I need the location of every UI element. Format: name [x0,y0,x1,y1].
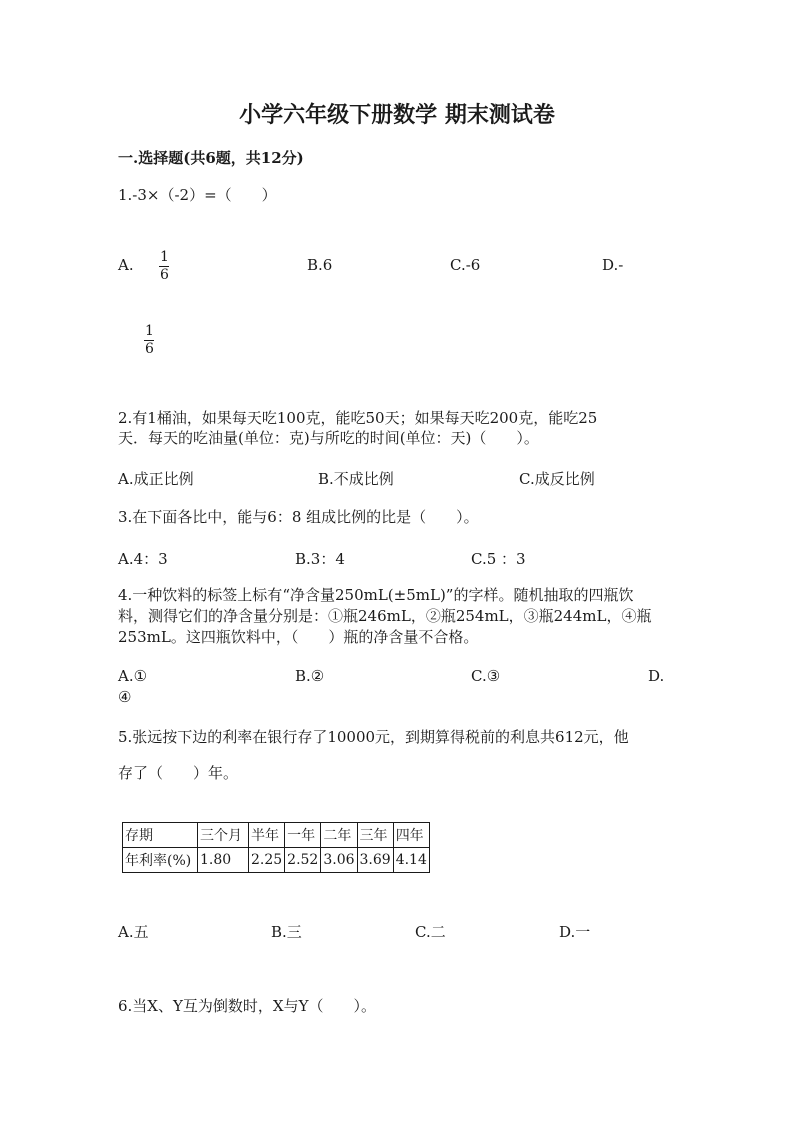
fraction-numerator: 1 [145,323,154,339]
q2-option-b: B.不成比例 [318,470,394,488]
table-cell: 三年 [357,823,393,848]
q4-stem-line3: 253mL。这四瓶饮料中，（ ）瓶的净含量不合格。 [118,628,479,646]
table-cell: 存期 [123,823,198,848]
table-cell: 四年 [393,823,429,848]
fraction-denominator: 6 [160,267,169,283]
table-cell: 一年 [285,823,321,848]
table-cell: 1.80 [198,848,249,873]
q2-option-c: C.成反比例 [519,470,595,488]
fraction-numerator: 1 [160,249,169,265]
fraction-denominator: 6 [145,341,154,357]
table-cell: 年利率(%) [123,848,198,873]
table-cell: 2.25 [249,848,285,873]
q4-option-d-label: D. [648,667,665,685]
interest-rate-table [122,822,430,873]
q5-option-a: A.五 [118,923,149,941]
q3-option-a: A.4：3 [118,550,168,568]
q4-option-d-value: ④ [118,688,132,706]
q6-stem: 6.当X、Y互为倒数时，X与Y（ ）。 [118,997,376,1015]
q1-option-b: B.6 [307,256,333,274]
q2-stem-line2: 天．每天的吃油量(单位：克)与所吃的时间(单位：天)（ ）。 [118,429,539,447]
table-cell: 半年 [249,823,285,848]
table-cell: 3.06 [321,848,357,873]
q4-option-a: A.① [118,667,148,685]
q5-option-c: C.二 [415,923,446,941]
table-cell: 二年 [321,823,357,848]
q1-option-d-label: D.- [602,256,624,274]
q1-option-c: C.-6 [450,256,481,274]
q5-option-d: D.一 [559,923,591,941]
q5-stem-line2: 存了（ ）年。 [118,764,239,782]
q3-stem: 3.在下面各比中，能与6：8 组成比例的比是（ ）。 [118,508,479,526]
section-heading: 一.选择题(共6题，共12分) [118,149,304,167]
q5-stem-line1: 5.张远按下边的利率在银行存了10000元，到期算得税前的利息共612元，他 [118,728,629,746]
table-row [123,848,430,873]
q1-option-a-label: A. [118,256,134,274]
q3-option-c: C.5 ：3 [471,550,526,568]
q4-option-c: C.③ [471,667,501,685]
table-cell: 三个月 [198,823,249,848]
page-title: 小学六年级下册数学 期末测试卷 [239,102,555,128]
q4-option-b: B.② [295,667,325,685]
q3-option-b: B.3：4 [295,550,345,568]
table-cell: 4.14 [393,848,429,873]
q5-option-b: B.三 [271,923,302,941]
q2-stem-line1: 2.有1桶油，如果每天吃100克，能吃50天；如果每天吃200克，能吃25 [118,409,598,427]
q1-option-d-fraction [144,324,155,357]
q4-stem-line1: 4.一种饮料的标签上标有“净含量250mL(±5mL)”的字样。随机抽取的四瓶饮 [118,586,634,604]
table-header-row [123,823,430,848]
q1-option-a-fraction [159,250,170,283]
q1-stem: 1.-3×（-2）=（ ） [118,186,277,204]
q2-option-a: A.成正比例 [118,470,194,488]
q4-stem-line2: 料，测得它们的净含量分别是：①瓶246mL，②瓶254mL，③瓶244mL，④瓶 [118,607,652,625]
table-cell: 3.69 [357,848,393,873]
table-cell: 2.52 [285,848,321,873]
